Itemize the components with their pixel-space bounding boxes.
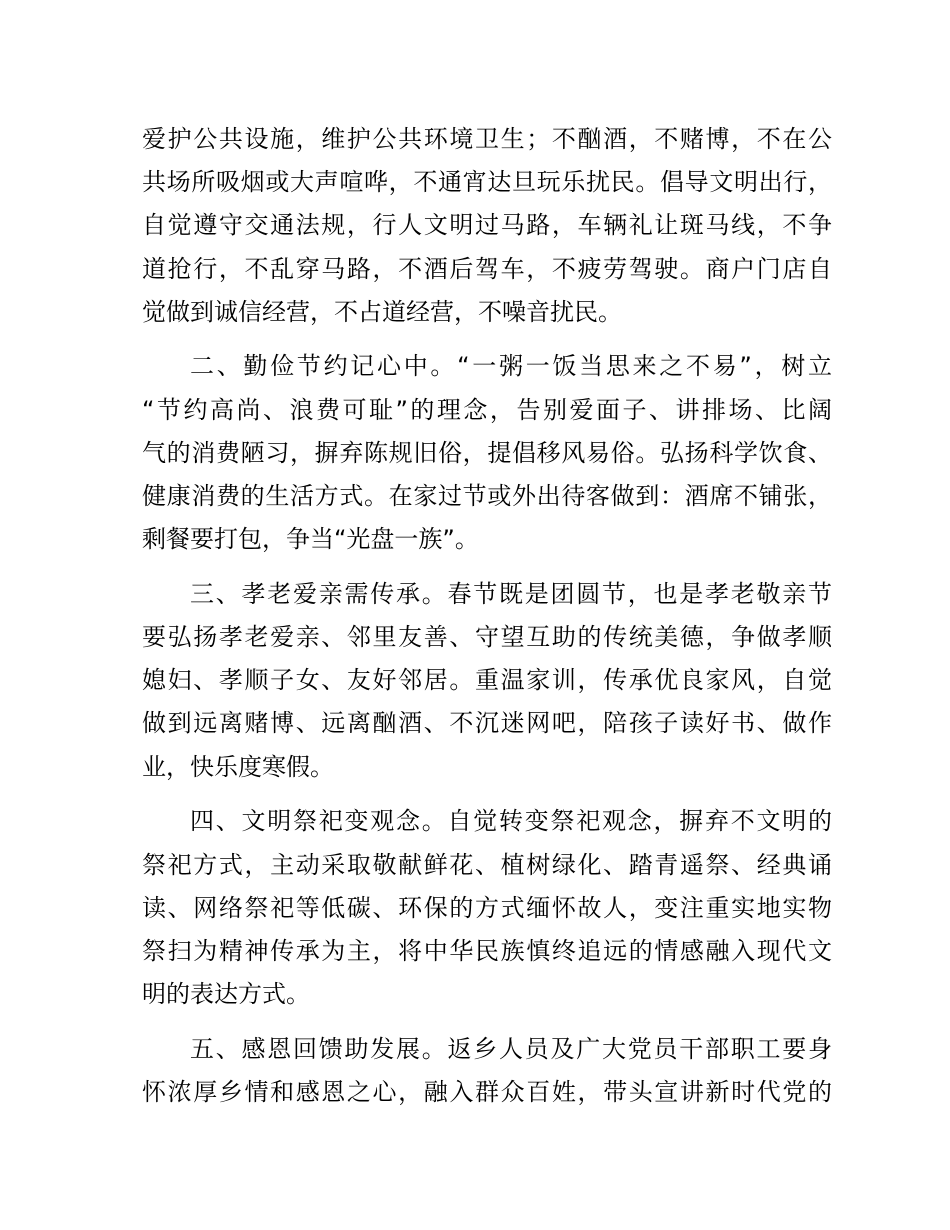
text-line: 剩餐要打包，争当“光盘一族”。 [142, 525, 479, 554]
document-body [142, 118, 832, 1126]
text-line: 怀浓厚乡情和感恩之心，融入群众百姓，带头宣讲新时代党的 [142, 1077, 832, 1106]
text-line: 气的消费陋习，摒弃陈规旧俗，提倡移风易俗。弘扬科学饮食、 [142, 438, 832, 467]
text-line: “节约高尚、浪费可耻”的理念，告别爱面子、讲排场、比阔 [142, 395, 832, 424]
text-line: 明的表达方式。 [142, 980, 310, 1009]
text-line: 自觉遵守交通法规，行人文明过马路，车辆礼让斑马线，不争 [142, 211, 832, 240]
text-line: 觉做到诚信经营，不占道经营，不噪音扰民。 [142, 297, 622, 326]
text-line: 共场所吸烟或大声喧哗，不通宵达旦玩乐扰民。倡导文明出行， [142, 168, 832, 197]
section-heading-line: 四、文明祭祀变观念。自觉转变祭祀观念，摒弃不文明的 [190, 807, 832, 836]
text-line: 爱护公共设施，维护公共环境卫生；不酗酒，不赌博，不在公 [142, 125, 832, 153]
section-heading-line: 五、感恩回馈助发展。返乡人员及广大党员干部职工要身 [190, 1034, 832, 1063]
section-heading-line: 二、勤俭节约记心中。“一粥一饭当思来之不易”，树立 [190, 352, 832, 381]
paragraph-gratitude [142, 1028, 832, 1114]
text-line: 媳妇、孝顺子女、友好邻居。重温家训，传承优良家风，自觉 [142, 666, 832, 695]
paragraph-filial-piety [142, 573, 832, 789]
text-line: 业，快乐度寒假。 [142, 752, 334, 781]
text-line: 健康消费的生活方式。在家过节或外出待客做到：酒席不铺张， [142, 482, 832, 510]
text-line: 祭祀方式，主动采取敬献鲜花、植树绿化、踏青遥祭、经典诵 [142, 850, 832, 879]
paragraph-thrift [142, 345, 832, 561]
text-line: 读、网络祭祀等低碳、环保的方式缅怀故人，变注重实地实物 [142, 893, 832, 922]
paragraph-public-order [142, 118, 832, 334]
text-line: 祭扫为精神传承为主，将中华民族慎终追远的情感融入现代文 [142, 936, 832, 965]
text-line: 做到远离赌博、远离酗酒、不沉迷网吧，陪孩子读好书、做作 [142, 709, 832, 738]
paragraph-civilized-worship [142, 800, 832, 1016]
text-line: 要弘扬孝老爱亲、邻里友善、守望互助的传统美德，争做孝顺 [142, 623, 832, 652]
section-heading-line: 三、孝老爱亲需传承。春节既是团圆节，也是孝老敬亲节 [190, 579, 832, 608]
text-line: 道抢行，不乱穿马路，不酒后驾车，不疲劳驾驶。商户门店自 [142, 254, 832, 283]
